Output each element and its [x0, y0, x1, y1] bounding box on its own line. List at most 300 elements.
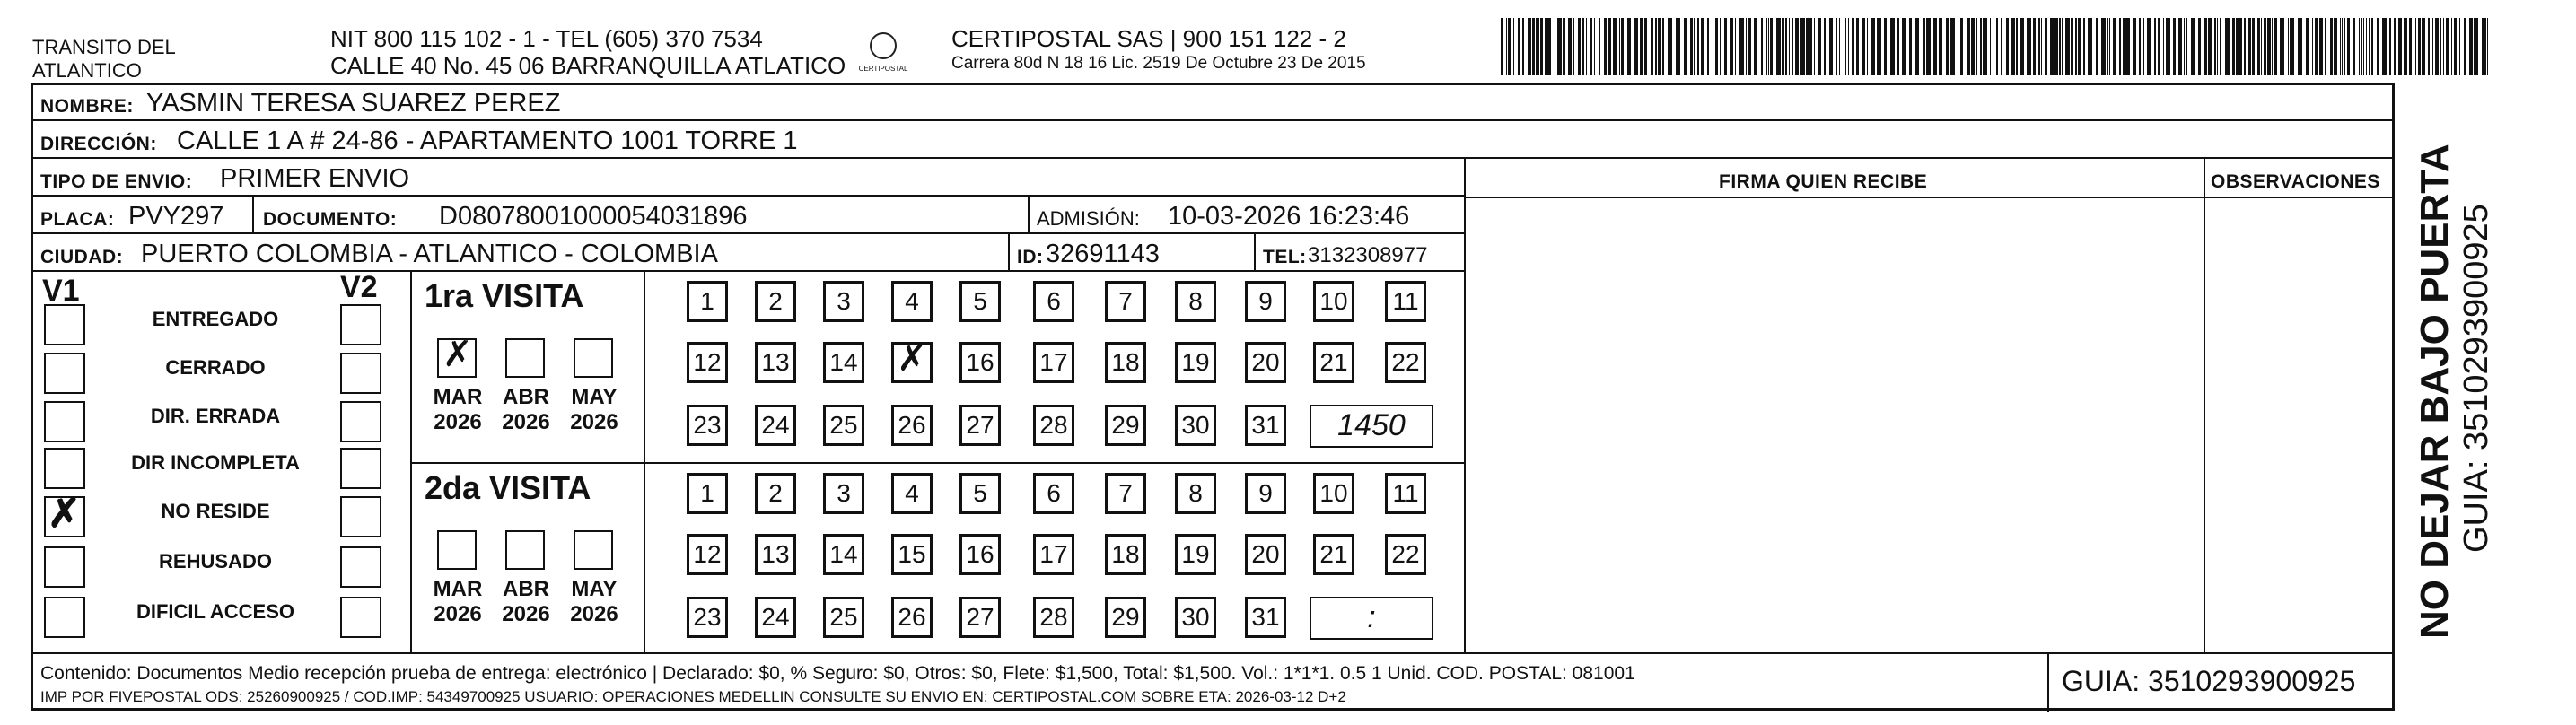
barcode-bar: [1513, 18, 1514, 75]
observations-area[interactable]: [2205, 198, 2390, 651]
footer-content-line: Contenido: Documentos Medio recepción prueba de entrega: electrónico | Declarado: $0, % Seguro: $0, Otros: $0, Flete: $1,500, Total: $1,500. Vol.: 1*1*1. 0.5 1 Unid. COD. POSTAL: 081001: [40, 663, 1635, 684]
day-box[interactable]: 4: [891, 473, 933, 514]
certipostal-logo: [856, 32, 910, 73]
day-box[interactable]: 7: [1105, 281, 1146, 322]
v2-checkbox[interactable]: [340, 597, 381, 638]
barcode-bar: [1557, 18, 1562, 75]
barcode-bar: [2065, 18, 2070, 75]
barcode-bar: [2050, 18, 2055, 75]
barcode-bar: [2274, 18, 2277, 75]
barcode-bar: [1852, 18, 1854, 75]
barcode: [1501, 18, 2488, 75]
barcode-bar: [1996, 18, 1998, 75]
month-label: [426, 577, 489, 627]
month-name: ABR: [503, 385, 549, 409]
barcode-bar: [2451, 18, 2452, 75]
status-option-label: ENTREGADO: [152, 308, 279, 330]
day-box[interactable]: 11: [1385, 281, 1426, 322]
day-mark: ✗: [897, 339, 927, 379]
barcode-bar: [1707, 18, 1709, 75]
day-box[interactable]: 1: [687, 281, 728, 322]
barcode-bar: [2464, 18, 2466, 75]
tipo-envio-label: TIPO DE ENVIO:: [40, 171, 193, 192]
barcode-bar: [1933, 18, 1937, 75]
barcode-bar: [1818, 18, 1821, 75]
barcode-bar: [2163, 18, 2164, 75]
day-box[interactable]: 18: [1105, 534, 1146, 575]
barcode-bar: [1697, 18, 1699, 75]
barcode-bar: [1582, 18, 1584, 75]
nit-line: NIT 800 115 102 - 1 - TEL (605) 370 7534: [330, 25, 763, 52]
day-box[interactable]: 2: [755, 473, 796, 514]
day-box[interactable]: 19: [1175, 342, 1216, 383]
barcode-bar: [2096, 18, 2098, 75]
status-option-label: NO RESIDE: [161, 500, 270, 522]
barcode-bar: [1761, 18, 1763, 75]
day-box[interactable]: 11: [1385, 473, 1426, 514]
barcode-bar: [2325, 18, 2326, 75]
barcode-bar: [1845, 18, 1846, 75]
day-box[interactable]: 8: [1175, 281, 1216, 322]
barcode-bar: [2353, 18, 2355, 75]
barcode-bar: [2119, 18, 2121, 75]
barcode-bar: [2334, 18, 2337, 75]
barcode-bar: [1877, 18, 1881, 75]
v2-checkbox[interactable]: [340, 546, 381, 588]
status-option-label: DIFICIL ACCESO: [136, 600, 294, 623]
barcode-bar: [1590, 18, 1592, 75]
barcode-bar: [1782, 18, 1784, 75]
barcode-bar: [1701, 18, 1704, 75]
day-box[interactable]: 1: [687, 473, 728, 514]
nombre-value: YASMIN TERESA SUAREZ PEREZ: [146, 89, 561, 118]
day-box[interactable]: 30: [1175, 405, 1216, 446]
barcode-bar: [2204, 18, 2207, 75]
barcode-bar: [1599, 18, 1600, 75]
month-name: MAR: [433, 577, 483, 601]
barcode-bar: [1518, 18, 1520, 75]
side-warning: NO DEJAR BAJO PUERTA: [2413, 144, 2457, 639]
day-box[interactable]: 25: [823, 405, 864, 446]
day-box[interactable]: 12: [687, 342, 728, 383]
sender-contact: [330, 25, 846, 79]
barcode-bar: [2236, 18, 2239, 75]
day-box[interactable]: 30: [1175, 597, 1216, 638]
month-label: [495, 577, 557, 627]
visit-title: 2da VISITA: [425, 469, 591, 506]
ciudad-label: CIUDAD:: [40, 247, 124, 267]
barcode-bar: [1634, 18, 1638, 75]
barcode-bar: [2344, 18, 2345, 75]
barcode-bar: [1573, 18, 1574, 75]
tel-label: TEL:: [1263, 247, 1307, 267]
barcode-bar: [2071, 18, 2073, 75]
v2-header: V2: [340, 270, 378, 304]
barcode-bar: [1627, 18, 1631, 75]
day-box[interactable]: 5: [959, 281, 1001, 322]
barcode-bar: [1655, 18, 1657, 75]
day-box[interactable]: 27: [959, 597, 1001, 638]
barcode-bar: [2422, 18, 2425, 75]
barcode-bar: [2125, 18, 2130, 75]
barcode-bar: [1806, 18, 1809, 75]
day-box[interactable]: 22: [1385, 534, 1426, 575]
barcode-bar: [1754, 18, 1757, 75]
barcode-bar: [2139, 18, 2141, 75]
barcode-bar: [2361, 18, 2362, 75]
barcode-bar: [1746, 18, 1747, 75]
barcode-bar: [2298, 18, 2302, 75]
admision-label: ADMISIÓN:: [1037, 207, 1140, 230]
day-box[interactable]: 3: [823, 281, 864, 322]
day-box[interactable]: 18: [1105, 342, 1146, 383]
month-year: 2026: [434, 410, 482, 434]
day-box[interactable]: 26: [891, 597, 933, 638]
barcode-bar: [2020, 18, 2024, 75]
barcode-bar: [2440, 18, 2441, 75]
barcode-bar: [2107, 18, 2108, 75]
barcode-bar: [2257, 18, 2260, 75]
barcode-bar: [2312, 18, 2313, 75]
barcode-bar: [1795, 18, 1799, 75]
barcode-bar: [1950, 18, 1955, 75]
barcode-bar: [1720, 18, 1721, 75]
month-checkbox[interactable]: [437, 530, 477, 570]
barcode-bar: [1923, 18, 1925, 75]
barcode-bar: [2143, 18, 2144, 75]
barcode-bar: [2001, 18, 2002, 75]
documento-value: D08078001000054031896: [439, 202, 748, 231]
barcode-bar: [2244, 18, 2246, 75]
sender-line1: TRANSITO DEL: [32, 36, 176, 58]
barcode-bar: [1735, 18, 1736, 75]
barcode-bar: [1909, 18, 1912, 75]
barcode-bar: [2166, 18, 2170, 75]
barcode-bar: [1792, 18, 1793, 75]
v2-checkbox[interactable]: [340, 448, 381, 489]
sender-line2: ATLANTICO: [32, 59, 142, 82]
day-box[interactable]: 22: [1385, 342, 1426, 383]
barcode-bar: [2154, 18, 2156, 75]
barcode-bar: [2435, 18, 2439, 75]
month-label: [563, 577, 626, 627]
barcode-bar: [1967, 18, 1970, 75]
barcode-bar: [2252, 18, 2255, 75]
barcode-bar: [2191, 18, 2195, 75]
barcode-bar: [2088, 18, 2092, 75]
month-label: [563, 385, 626, 435]
day-box[interactable]: 9: [1245, 281, 1286, 322]
time-box[interactable]: :: [1310, 597, 1433, 640]
barcode-bar: [1522, 18, 1524, 75]
barcode-bar: [2186, 18, 2187, 75]
day-box[interactable]: 7: [1105, 473, 1146, 514]
barcode-bar: [1939, 18, 1942, 75]
month-name: MAR: [433, 385, 483, 409]
sender-name: [32, 36, 176, 83]
barcode-bar: [1604, 18, 1607, 75]
barcode-bar: [2075, 18, 2077, 75]
barcode-bar: [2409, 18, 2412, 75]
barcode-bar: [2028, 18, 2031, 75]
barcode-bar: [1839, 18, 1840, 75]
barcode-bar: [2443, 18, 2444, 75]
day-box[interactable]: 15: [891, 534, 933, 575]
barcode-bar: [1644, 18, 1647, 75]
barcode-bar: [1694, 18, 1695, 75]
day-box[interactable]: 6: [1033, 473, 1074, 514]
documento-label: DOCUMENTO:: [263, 209, 398, 230]
barcode-bar: [2147, 18, 2151, 75]
observaciones-header: OBSERVACIONES: [2211, 171, 2380, 192]
barcode-bar: [1824, 18, 1826, 75]
barcode-bar: [1871, 18, 1875, 75]
barcode-bar: [2290, 18, 2294, 75]
side-guia: GUIA: 3510293900925: [2458, 204, 2495, 553]
day-box[interactable]: 24: [755, 597, 796, 638]
barcode-bar: [2371, 18, 2373, 75]
barcode-bar: [2016, 18, 2018, 75]
day-box[interactable]: 13: [755, 534, 796, 575]
v1-checkbox[interactable]: [44, 492, 85, 537]
barcode-bar: [2340, 18, 2341, 75]
v1-checkbox[interactable]: [44, 353, 85, 394]
barcode-bar: [1730, 18, 1733, 75]
barcode-bar: [2173, 18, 2176, 75]
day-box[interactable]: 28: [1033, 597, 1074, 638]
barcode-bar: [2389, 18, 2391, 75]
day-box[interactable]: 23: [687, 405, 728, 446]
day-box[interactable]: 26: [891, 405, 933, 446]
status-option-label: CERRADO: [165, 356, 266, 379]
barcode-bar: [2446, 18, 2449, 75]
visit-title: 1ra VISITA: [425, 277, 584, 314]
barcode-bar: [1976, 18, 1977, 75]
barcode-bar: [2220, 18, 2221, 75]
day-box[interactable]: 9: [1245, 473, 1286, 514]
barcode-bar: [2059, 18, 2061, 75]
v2-checkbox[interactable]: [340, 304, 381, 345]
barcode-bar: [1890, 18, 1895, 75]
day-box[interactable]: 21: [1313, 342, 1354, 383]
barcode-bar: [2113, 18, 2116, 75]
barcode-bar: [2041, 18, 2042, 75]
day-box[interactable]: 6: [1033, 281, 1074, 322]
day-box[interactable]: 17: [1033, 342, 1074, 383]
barcode-bar: [2038, 18, 2040, 75]
day-box[interactable]: 16: [959, 534, 1001, 575]
barcode-bar: [1506, 18, 1507, 75]
barcode-bar: [2248, 18, 2251, 75]
admision-value: 10-03-2026 16:23:46: [1168, 202, 1410, 231]
barcode-bar: [2239, 18, 2242, 75]
barcode-bar: [2264, 18, 2266, 75]
barcode-bar: [1668, 18, 1672, 75]
barcode-bar: [1768, 18, 1769, 75]
barcode-bar: [2398, 18, 2402, 75]
carrier-info: [951, 25, 1366, 75]
barcode-bar: [1983, 18, 1987, 75]
barcode-bar: [1586, 18, 1587, 75]
barcode-bar: [1809, 18, 1812, 75]
day-box[interactable]: 4: [891, 281, 933, 322]
month-checkbox[interactable]: [574, 530, 613, 570]
barcode-bar: [1621, 18, 1624, 75]
v1-checkbox[interactable]: [44, 597, 85, 638]
day-box[interactable]: 31: [1245, 597, 1286, 638]
id-label: ID:: [1017, 247, 1044, 267]
barcode-bar: [1739, 18, 1744, 75]
day-box[interactable]: 31: [1245, 405, 1286, 446]
barcode-bar: [2366, 18, 2367, 75]
day-box[interactable]: 29: [1105, 597, 1146, 638]
month-year: 2026: [434, 602, 482, 626]
day-box[interactable]: [891, 339, 933, 383]
v1-check-mark: ✗: [48, 492, 81, 536]
day-box[interactable]: 25: [823, 597, 864, 638]
day-box[interactable]: 16: [959, 342, 1001, 383]
barcode-bar: [1785, 18, 1787, 75]
placa-label: PLACA:: [40, 209, 115, 230]
barcode-bar: [2394, 18, 2396, 75]
v2-checkbox[interactable]: [340, 401, 381, 442]
barcode-bar: [2377, 18, 2379, 75]
month-checkbox[interactable]: [505, 530, 545, 570]
direccion-label: DIRECCIÓN:: [40, 134, 157, 154]
barcode-bar: [2101, 18, 2106, 75]
barcode-bar: [2432, 18, 2433, 75]
month-checkbox[interactable]: [574, 338, 613, 378]
footer-guia: GUIA: 3510293900925: [2062, 665, 2356, 697]
day-box[interactable]: 19: [1175, 534, 1216, 575]
barcode-bar: [1789, 18, 1790, 75]
tel-value: 3132308977: [1308, 243, 1428, 267]
barcode-bar: [1608, 18, 1611, 75]
barcode-bar: [2342, 18, 2343, 75]
v1-checkbox[interactable]: [44, 304, 85, 345]
barcode-bar: [2198, 18, 2201, 75]
barcode-bar: [1776, 18, 1781, 75]
barcode-bar: [1508, 18, 1511, 75]
v1-checkbox[interactable]: [44, 546, 85, 588]
month-mark: ✗: [442, 335, 473, 374]
month-checkbox[interactable]: [505, 338, 545, 378]
barcode-bar: [1926, 18, 1931, 75]
day-box[interactable]: 13: [755, 342, 796, 383]
month-name: MAY: [571, 385, 618, 409]
day-box[interactable]: 28: [1033, 405, 1074, 446]
footer-print-line: IMP POR FIVEPOSTAL ODS: 25260900925 / COD.IMP: 54349700925 USUARIO: OPERACIONES MEDELLIN CONSULTE SU ENVIO EN: CERTIPOSTAL.COM SOBRE ETA: 2026-03-12 D+2: [40, 688, 1346, 705]
day-box[interactable]: 10: [1313, 281, 1354, 322]
barcode-bar: [1990, 18, 1991, 75]
v2-checkbox[interactable]: [340, 496, 381, 537]
barcode-bar: [2225, 18, 2230, 75]
month-name: MAY: [571, 577, 618, 601]
day-box[interactable]: 29: [1105, 405, 1146, 446]
barcode-bar: [1613, 18, 1617, 75]
barcode-bar: [1501, 18, 1503, 75]
barcode-bar: [2062, 18, 2063, 75]
nombre-label: NOMBRE:: [40, 96, 134, 117]
v2-checkbox[interactable]: [340, 353, 381, 394]
time-box[interactable]: 1450: [1310, 405, 1433, 448]
barcode-bar: [2454, 18, 2457, 75]
tipo-envio-value: PRIMER ENVIO: [220, 164, 410, 193]
id-value: 32691143: [1046, 240, 1160, 268]
barcode-bar: [2027, 18, 2028, 75]
barcode-bar: [1884, 18, 1887, 75]
day-box[interactable]: 5: [959, 473, 1001, 514]
barcode-bar: [2404, 18, 2407, 75]
day-box[interactable]: 20: [1245, 342, 1286, 383]
day-box[interactable]: 24: [755, 405, 796, 446]
barcode-bar: [1814, 18, 1815, 75]
barcode-bar: [2217, 18, 2218, 75]
v1-checkbox[interactable]: [44, 448, 85, 489]
status-option-label: DIR. ERRADA: [150, 405, 281, 427]
day-box[interactable]: 3: [823, 473, 864, 514]
day-box[interactable]: 2: [755, 281, 796, 322]
day-box[interactable]: 14: [823, 534, 864, 575]
barcode-bar: [2208, 18, 2212, 75]
barcode-bar: [1684, 18, 1687, 75]
company-line: CERTIPOSTAL SAS | 900 151 122 - 2: [951, 25, 1346, 52]
barcode-bar: [2288, 18, 2289, 75]
barcode-bar: [1980, 18, 1982, 75]
day-box[interactable]: 23: [687, 597, 728, 638]
day-box[interactable]: 27: [959, 405, 1001, 446]
barcode-bar: [2078, 18, 2081, 75]
barcode-bar: [1902, 18, 1906, 75]
barcode-bar: [1546, 18, 1551, 75]
day-box[interactable]: 14: [823, 342, 864, 383]
month-name: ABR: [503, 577, 549, 601]
v1-checkbox[interactable]: [44, 401, 85, 442]
barcode-bar: [1946, 18, 1949, 75]
day-box[interactable]: 20: [1245, 534, 1286, 575]
logo-icon: [870, 32, 897, 59]
barcode-bar: [2469, 18, 2473, 75]
barcode-bar: [1690, 18, 1693, 75]
barcode-bar: [2487, 18, 2488, 75]
barcode-bar: [2045, 18, 2047, 75]
barcode-bar: [2158, 18, 2160, 75]
barcode-bar: [2123, 18, 2125, 75]
day-box[interactable]: 8: [1175, 473, 1216, 514]
barcode-bar: [2482, 18, 2486, 75]
month-year: 2026: [570, 410, 618, 434]
barcode-bar: [1856, 18, 1859, 75]
day-box[interactable]: 21: [1313, 534, 1354, 575]
barcode-bar: [2184, 18, 2185, 75]
month-checkbox[interactable]: [437, 335, 477, 378]
month-year: 2026: [502, 410, 550, 434]
barcode-bar: [2011, 18, 2015, 75]
placa-value: PVY297: [128, 202, 224, 231]
day-box[interactable]: 10: [1313, 473, 1354, 514]
signature-area[interactable]: [1466, 198, 2202, 651]
barcode-bar: [2214, 18, 2216, 75]
barcode-bar: [2382, 18, 2387, 75]
day-box[interactable]: 17: [1033, 534, 1074, 575]
barcode-bar: [1724, 18, 1727, 75]
day-box[interactable]: 12: [687, 534, 728, 575]
month-year: 2026: [570, 602, 618, 626]
barcode-bar: [1532, 18, 1535, 75]
barcode-bar: [2033, 18, 2036, 75]
barcode-bar: [2109, 18, 2110, 75]
barcode-bar: [1540, 18, 1543, 75]
